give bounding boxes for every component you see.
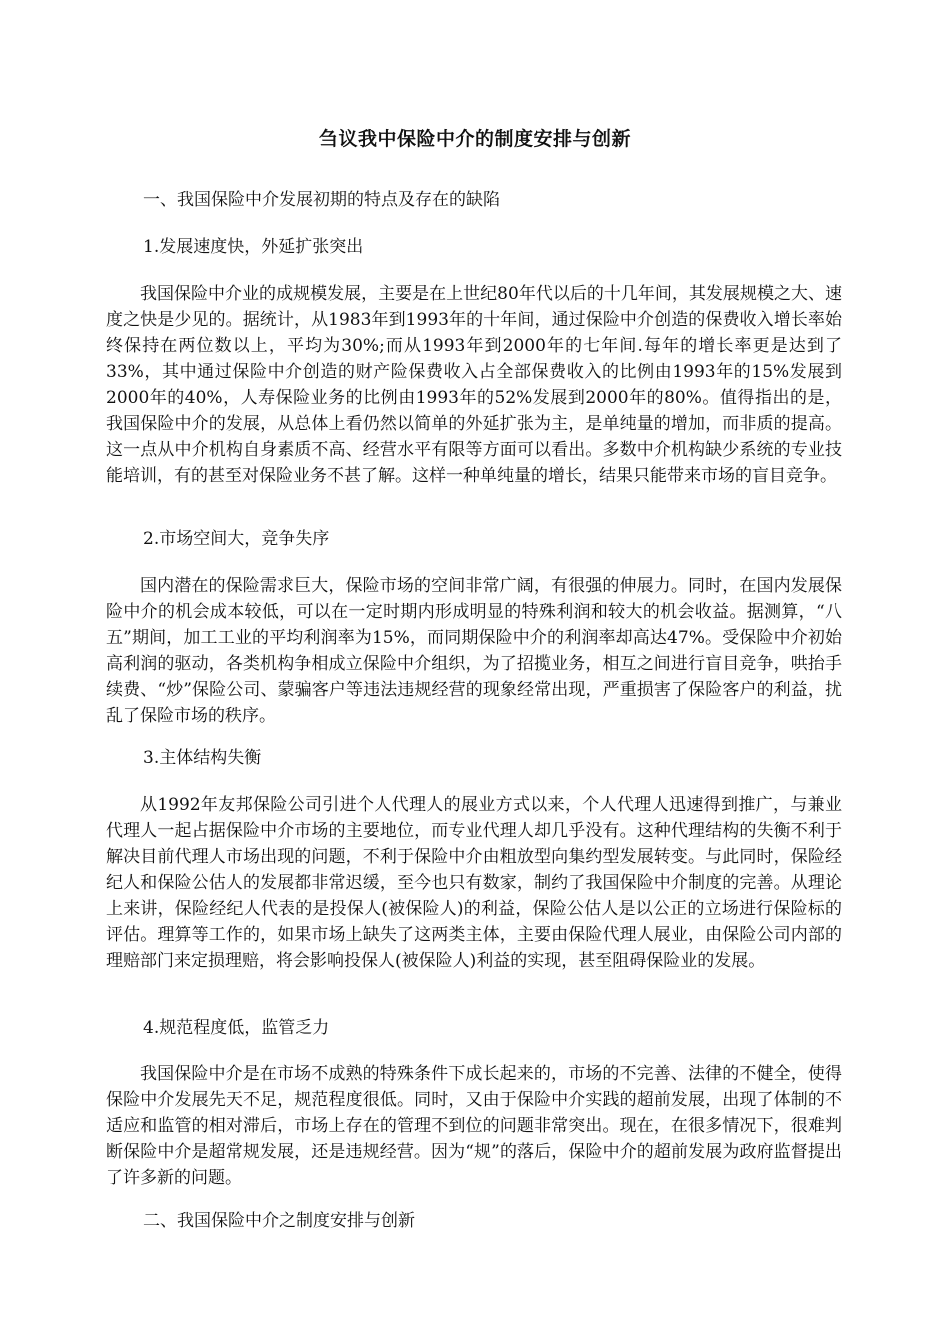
subsection-heading-2: 2.市场空间大，竞争失序 — [143, 529, 330, 549]
subsection-heading-4: 4.规范程度低，监管乏力 — [143, 1018, 330, 1038]
paragraph-2: 国内潜在的保险需求巨大，保险市场的空间非常广阔，有很强的伸展力。同时，在国内发展保险中介的机会成本较低，可以在一定时期内形成明显的特殊利润和较大的机会收益。据测算，“八五”期间，加工工业的平均利润率为15%，而同期保险中介的利润率却高达47%。受保险中介初始高利润的驱动，各类机构争相成立保险中介组织，为了招揽业务，相互之间进行盲目竞争，哄抬手续费、“炒”保险公司、蒙骗客户等违法违规经营的现象经常出现，严重损害了保险客户的利益，扰乱了保险市场的秩序。 — [106, 576, 842, 726]
paragraph-1: 我国保险中介业的成规模发展，主要是在上世纪80年代以后的十几年间，其发展规模之大、速度之快是少见的。据统计，从1983年到1993年的十年间，通过保险中介创造的保费收入增长率始终保持在两位数以上，平均为30%;而从1993年到2000年的七年间.每年的增长率更是达到了33%，其中通过保险中介创造的财产险保费收入占全部保费收入的比例由1993年的15%发展到2000年的40%，人寿保险业务的比例由1993年的52%发展到2000年的80%。值得指出的是，我国保险中介的发展，从总体上看仍然以简单的外延扩张为主，是单纯量的增加，而非质的提高。这一点从中介机构自身素质不高、经营水平有限等方面可以看出。多数中介机构缺少系统的专业技能培训，有的甚至对保险业务不甚了解。这样一种单纯量的增长，结果只能带来市场的盲目竞争。 — [106, 284, 842, 486]
paragraph-4: 我国保险中介是在市场不成熟的特殊条件下成长起来的，市场的不完善、法律的不健全，使得保险中介发展先天不足，规范程度很低。同时，又由于保险中介实践的超前发展，出现了体制的不适应和监管的相对滞后，市场上存在的管理不到位的问题非常突出。现在，在很多情况下，很难判断保险中介是超常规发展，还是违规经营。因为“规”的落后，保险中介的超前发展为政府监督提出了许多新的问题。 — [106, 1064, 842, 1188]
section-heading-1: 一、我国保险中介发展初期的特点及存在的缺陷 — [143, 190, 500, 210]
subsection-heading-1: 1.发展速度快，外延扩张突出 — [143, 237, 364, 257]
subsection-heading-3: 3.主体结构失衡 — [143, 748, 262, 768]
section-heading-2: 二、我国保险中介之制度安排与创新 — [143, 1211, 415, 1231]
paragraph-3: 从1992年友邦保险公司引进个人代理人的展业方式以来，个人代理人迅速得到推广，与兼业代理人一起占据保险中介市场的主要地位，而专业代理人却几乎没有。这种代理结构的失衡不利于解决目前代理人市场出现的问题，不利于保险中介由粗放型向集约型发展转变。与此同时，保险经纪人和保险公估人的发展都非常迟缓，至今也只有数家，制约了我国保险中介制度的完善。从理论上来讲，保险经纪人代表的是投保人(被保险人)的利益，保险公估人是以公正的立场进行保险标的评估。理算等工作的，如果市场上缺失了这两类主体，主要由保险代理人展业，由保险公司内部的理赔部门来定损理赔，将会影响投保人(被保险人)利益的实现，甚至阻碍保险业的发展。 — [106, 795, 842, 971]
document-title: 刍议我中保险中介的制度安排与创新 — [318, 128, 631, 150]
